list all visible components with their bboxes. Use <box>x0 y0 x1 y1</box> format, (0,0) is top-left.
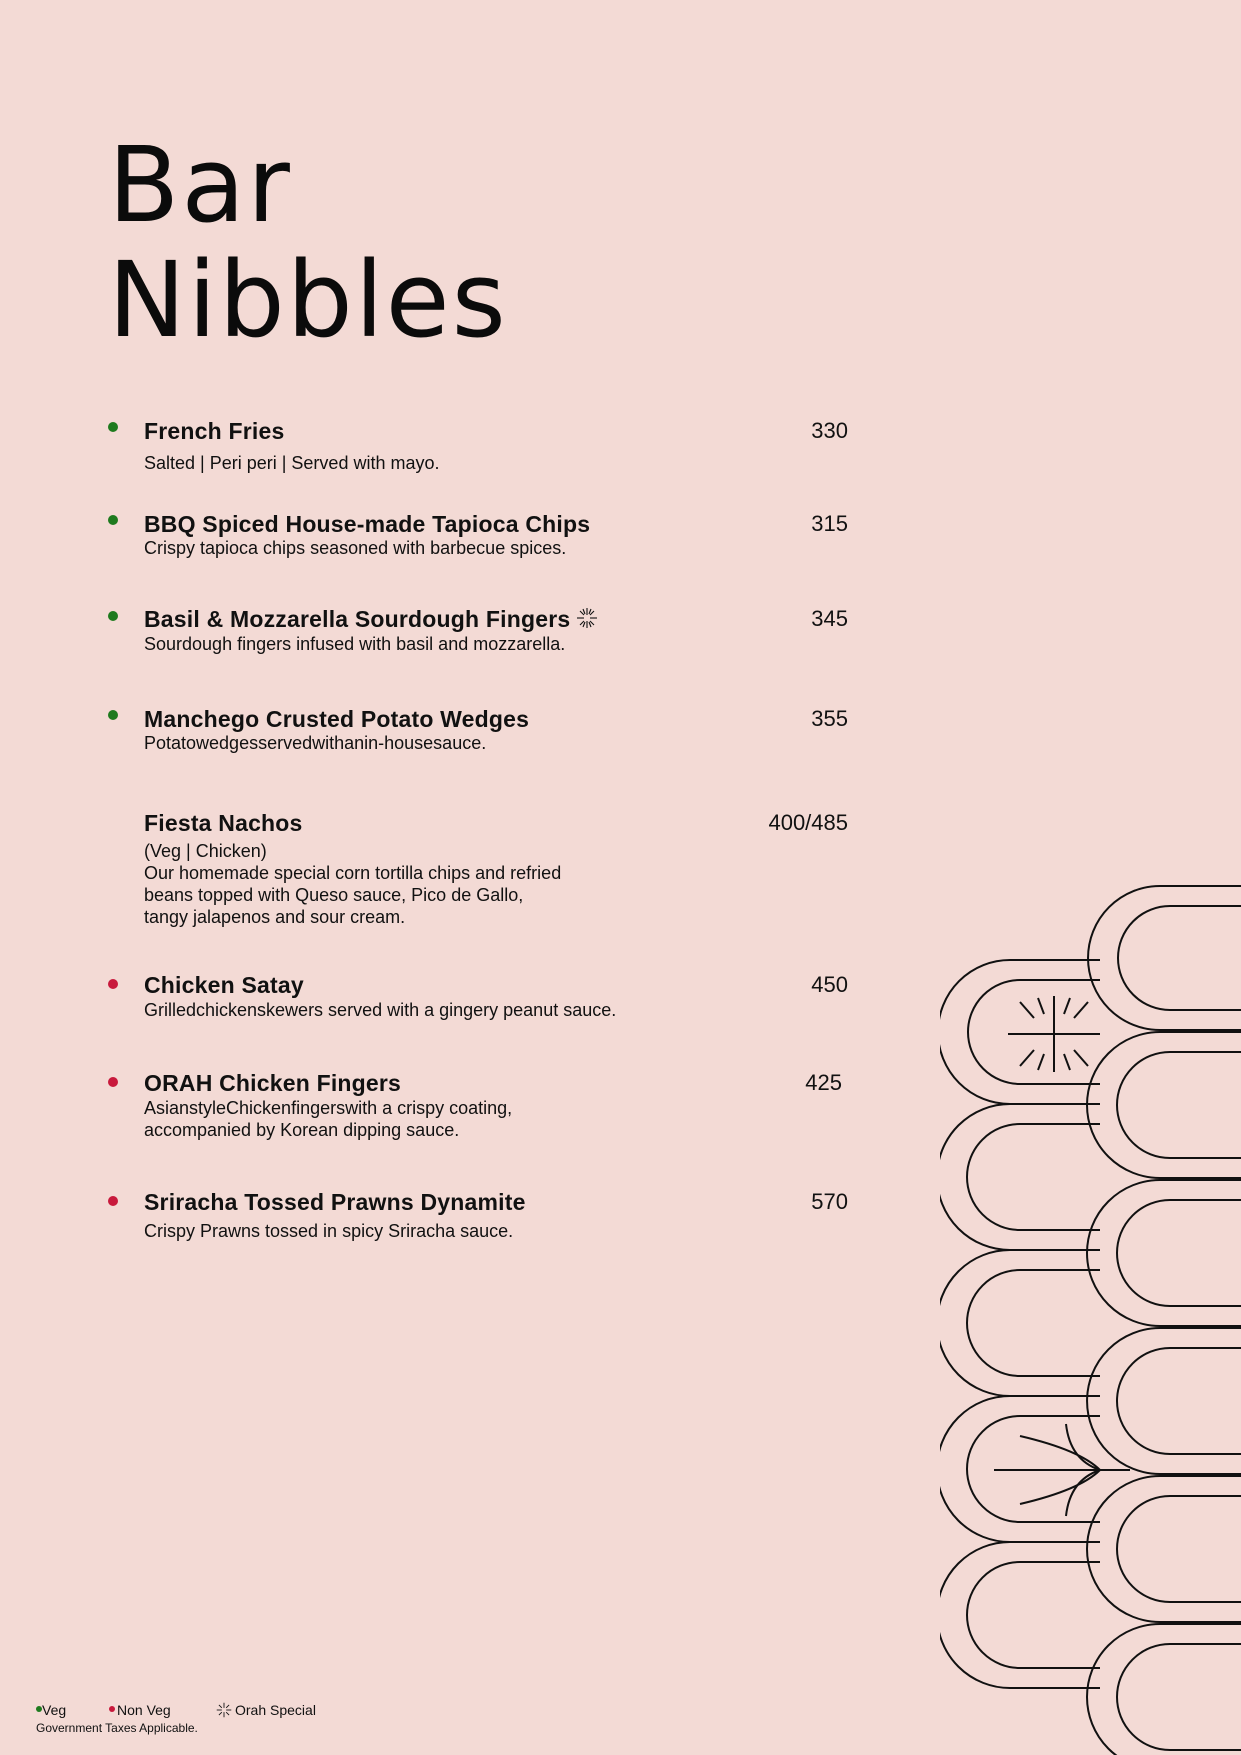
legend-special-label: Orah Special <box>235 1702 316 1718</box>
item-name-text: Basil & Mozzarella Sourdough Fingers <box>144 606 571 632</box>
page-title <box>108 124 508 361</box>
nonveg-dot-icon <box>108 1077 118 1087</box>
item-name: Manchego Crusted Potato Wedges <box>144 706 530 732</box>
item-name <box>144 606 598 635</box>
item-price: 345 <box>811 606 848 631</box>
item-price: 315 <box>811 511 848 536</box>
legend-nonveg <box>109 1702 171 1718</box>
decorative-arch-pattern <box>940 880 1241 1755</box>
footer-note: Government Taxes Applicable. <box>36 1721 198 1735</box>
item-description: Salted | Peri peri | Served with mayo. <box>144 453 440 473</box>
item-price: 450 <box>811 972 848 997</box>
item-price: 570 <box>811 1189 848 1214</box>
item-name: ORAH Chicken Fingers <box>144 1070 402 1096</box>
item-name: Chicken Satay <box>144 972 304 998</box>
item-description: Grilledchickenskewers served with a gingery peanut sauce. <box>144 1000 617 1020</box>
nonveg-dot-icon <box>108 1196 118 1206</box>
item-price: 355 <box>811 706 848 731</box>
item-description: Crispy tapioca chips seasoned with barbecue spices. <box>144 538 567 558</box>
legend-veg-label: Veg <box>42 1702 67 1718</box>
title-line-1: Bar <box>108 124 292 246</box>
sparkle-icon <box>576 607 598 635</box>
nonveg-dot-icon <box>109 1706 115 1712</box>
legend-special <box>216 1702 316 1718</box>
legend-nonveg-label: Non Veg <box>117 1702 171 1718</box>
item-description: Potatowedgesservedwithanin-housesauce. <box>144 733 487 753</box>
item-price: 330 <box>811 418 848 443</box>
nonveg-dot-icon <box>108 979 118 989</box>
item-description: Crispy Prawns tossed in spicy Sriracha sauce. <box>144 1221 514 1241</box>
item-price: 400/485 <box>768 810 848 835</box>
item-name: BBQ Spiced House-made Tapioca Chips <box>144 511 591 537</box>
title-line-2: Nibbles <box>108 239 508 361</box>
sparkle-icon <box>216 1702 232 1718</box>
item-name: Sriracha Tossed Prawns Dynamite <box>144 1189 526 1215</box>
item-price: 425 <box>805 1070 842 1095</box>
item-name: Fiesta Nachos <box>144 810 303 836</box>
item-description: AsianstyleChickenfingerswith a crispy coating, accompanied by Korean dipping sauce. <box>144 1098 513 1140</box>
item-description: (Veg | Chicken) Our homemade special corn tortilla chips and refried beans topped with Queso sauce, Pico de Gallo, tangy jalapenos and sour cream. <box>144 841 562 927</box>
veg-dot-icon <box>108 422 118 432</box>
veg-dot-icon <box>108 611 118 621</box>
veg-dot-icon <box>108 710 118 720</box>
item-description: Sourdough fingers infused with basil and mozzarella. <box>144 634 566 654</box>
item-name: French Fries <box>144 418 285 444</box>
legend-veg <box>36 1702 66 1718</box>
veg-dot-icon <box>108 515 118 525</box>
